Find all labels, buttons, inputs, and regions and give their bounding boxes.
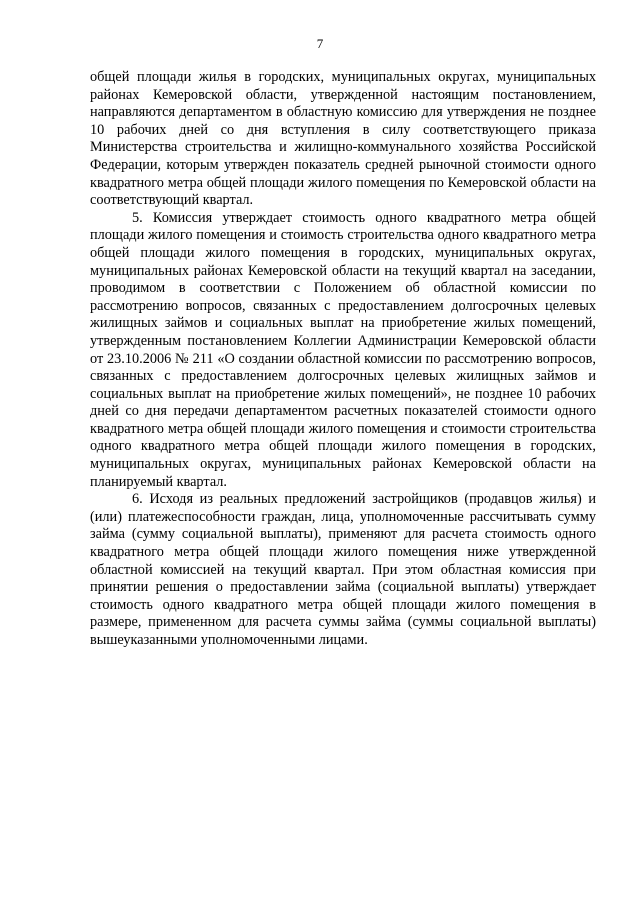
paragraph-item-6: 6. Исходя из реальных предложений застройщиков (продавцов жилья) и (или) платежеспособности граждан, лица, уполномоченные рассчитывать сумму займа (сумму социальной выплаты), применяют для расчета стоимость одного квадратного метра общей площади жилого помещения ниже утвержденной областной комиссией на текущий квартал. При этом областная комиссия при принятии решения о предоставлении займа (социальной выплаты) утверждает стоимость одного квадратного метра общей площади жилого помещения в размере, примененном для расчета суммы займа (суммы социальной выплаты) вышеуказанными уполномоченными лицами. — [90, 491, 596, 648]
document-body — [90, 69, 596, 650]
page-number: 7 — [316, 36, 324, 51]
paragraph-continuation: общей площади жилья в городских, муниципальных округах, муниципальных районах Кемеровской области, утвержденной настоящим постановлением, направляются департаментом в областную комиссию для утверждения не позднее 10 рабочих дней со дня вступления в силу соответствующего приказа Министерства строительства и жилищно-коммунального хозяйства Российской Федерации, которым утвержден показатель средней рыночной стоимости одного квадратного метра общей площади жилого помещения по Кемеровской области на соответствующий квартал. — [90, 69, 596, 209]
paragraph-item-5: 5. Комиссия утверждает стоимость одного квадратного метра общей площади жилого помещения и стоимость строительства одного квадратного метра общей площади жилого помещения в городских, муниципальных округах, муниципальных районах Кемеровской области на текущий квартал на заседании, проводимом в соответствии с Положением об областной комиссии по рассмотрению вопросов, связанных с предоставлением долгосрочных целевых жилищных займов и социальных выплат на приобретение жилых помещений, утвержденным постановлением Коллегии Администрации Кемеровской области от 23.10.2006 № 211 «О создании областной комиссии по рассмотрению вопросов, связанных с предоставлением долгосрочных целевых жилищных займов и социальных выплат на приобретение жилых помещений», не позднее 10 рабочих дней со дня передачи департаментом расчетных показателей стоимости одного квадратного метра общей площади жилого помещения и стоимости строительства одного квадратного метра общей площади жилого помещения в городских, муниципальных округах, муниципальных районах Кемеровской области на планируемый квартал. — [90, 209, 596, 490]
